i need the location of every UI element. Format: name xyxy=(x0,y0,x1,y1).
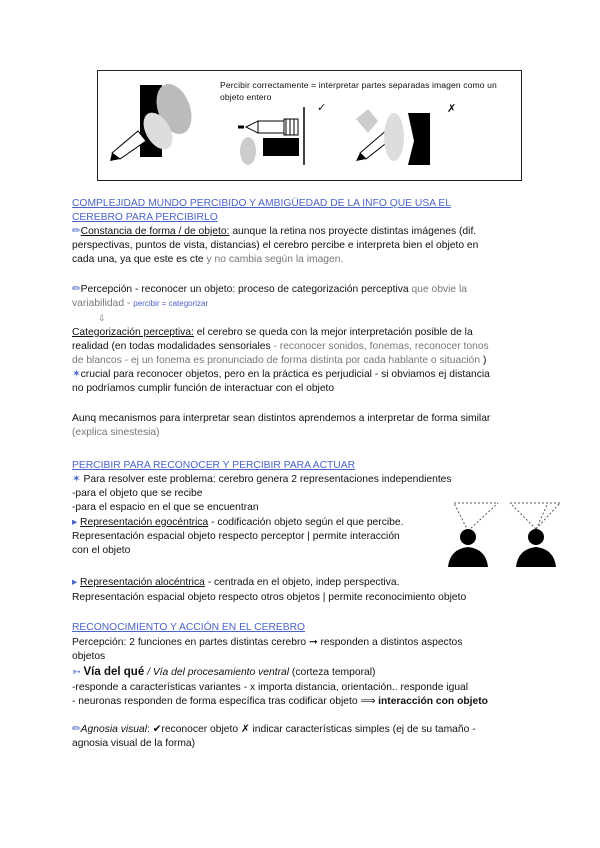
egocentrica-line: ▸ Representación egocéntrica - codificación objeto según el que percibe. xyxy=(72,517,404,528)
check-icon: ✓ xyxy=(317,102,327,114)
arrow-icon: ➳ xyxy=(72,667,81,678)
star-icon: ✶ xyxy=(72,369,81,380)
figure-caption: Percibir correctamente = interpretar partes separadas imagen como un objeto entero xyxy=(220,80,497,102)
text-line: - neuronas responden de forma específica tras codificar objeto ⟹ interacción con objeto xyxy=(72,696,488,707)
percepcion-line: ✏Percepción - reconocer un objeto: proceso de categorización perceptiva que obvie la xyxy=(72,284,468,295)
section-title-complejidad: COMPLEJIDAD MUNDO PERCIBIDO Y AMBIGÜEDAD DE LA INFO QUE USA EL xyxy=(72,198,451,209)
double-arrow-icon: ⟹ xyxy=(360,696,376,707)
section-title-complejidad-2: CEREBRO PARA PERCIBIRLO xyxy=(72,212,218,223)
categorizacion-label: Categorización perceptiva: xyxy=(72,327,194,338)
alocentrica-label: Representación alocéntrica xyxy=(80,577,205,588)
text-line: agnosia visual de la forma) xyxy=(72,738,196,749)
pencil-icon: ✏ xyxy=(72,284,81,295)
text-line: con el objeto xyxy=(72,545,131,556)
illustration-figure xyxy=(97,70,522,181)
text-line: Representación espacial objeto respecto otros objetos | permite reconocimiento objeto xyxy=(72,592,467,603)
text-line: variabilidad - percibir = categorizar xyxy=(72,298,209,309)
categorizacion-line: Categorización perceptiva: el cerebro se queda con la mejor interpretación posible de la xyxy=(72,327,473,338)
pencil-icon: ✏ xyxy=(72,226,81,237)
pencil-icon: ✏ xyxy=(72,724,81,735)
agnosia-line: ✏Agnosia visual: ✔reconocer objeto ✗ indicar características simples (ej de su tamaño - xyxy=(72,724,476,735)
alocentrica-line: ▸ Representación alocéntrica - centrada en el objeto, indep perspectiva. xyxy=(72,577,400,588)
text-line: ✶ Para resolver este problema: cerebro genera 2 representaciones independientes xyxy=(72,474,452,485)
text-line: -para el objeto que se recibe xyxy=(72,488,203,499)
text-line: (explica sinestesia) xyxy=(72,427,160,438)
constancia-line: ✏Constancia de forma / de objeto: aunque la retina nos proyecte distintas imágenes (dif. xyxy=(72,226,477,237)
arrow-icon: ➞ xyxy=(308,637,318,648)
star-icon: ✶ xyxy=(72,474,81,485)
egocentrica-label: Representación egocéntrica xyxy=(80,517,209,528)
constancia-label: Constancia de forma / de objeto: xyxy=(80,226,230,237)
cross-icon: ✗ xyxy=(447,103,457,115)
head-silhouettes-figure xyxy=(440,497,570,574)
text-line: Representación espacial objeto respecto perceptor | permite interacción xyxy=(72,531,400,542)
triangle-icon: ▸ xyxy=(72,577,78,588)
text-line: -para el espacio en el que se encuentran xyxy=(72,502,259,513)
via-que-line: ➳ Vía del qué / Vía del procesamiento ventral (corteza temporal) xyxy=(72,666,376,678)
text-line: realidad (en todas modalidades sensoriales - reconocer sonidos, fonemas, reconocer tonos xyxy=(72,341,489,352)
text-line: no podríamos cumplir función de interactuar con el objeto xyxy=(72,383,335,394)
text-line: ✶crucial para reconocer objetos, pero en la práctica es perjudicial - si obviamos ej distancia xyxy=(72,369,490,380)
head-silhouettes-drawing xyxy=(440,497,570,569)
text-line: objetos xyxy=(72,651,106,662)
text-line: -responde a características variantes - x importa distancia, orientación.. responde igual xyxy=(72,682,469,693)
section-title-reconocimiento: RECONOCIMIENTO Y ACCIÓN EN EL CEREBRO xyxy=(72,622,306,633)
text-line: cada una, ya que este es cte y no cambia según la imagen. xyxy=(72,254,344,265)
section-title-percibir: PERCIBIR PARA RECONOCER Y PERCIBIR PARA ACTUAR xyxy=(72,460,356,471)
down-arrow-icon: ⇩ xyxy=(98,313,106,323)
text-line: de blancos - ej un fonema es pronunciado de forma distinta por cada hablante o situación ) xyxy=(72,355,487,366)
text-line: Aunq mecanismos para interpretar sean distintos aprendemos a interpretar de forma similar xyxy=(72,413,491,424)
triangle-icon: ▸ xyxy=(72,517,78,528)
text-line: perspectivas, puntos de vista, distancias) el cerebro percibe e interpreta bien el objeto en xyxy=(72,240,479,251)
text-line: Percepción: 2 funciones en partes distintas cerebro ➞ responden a distintos aspectos xyxy=(72,637,463,648)
